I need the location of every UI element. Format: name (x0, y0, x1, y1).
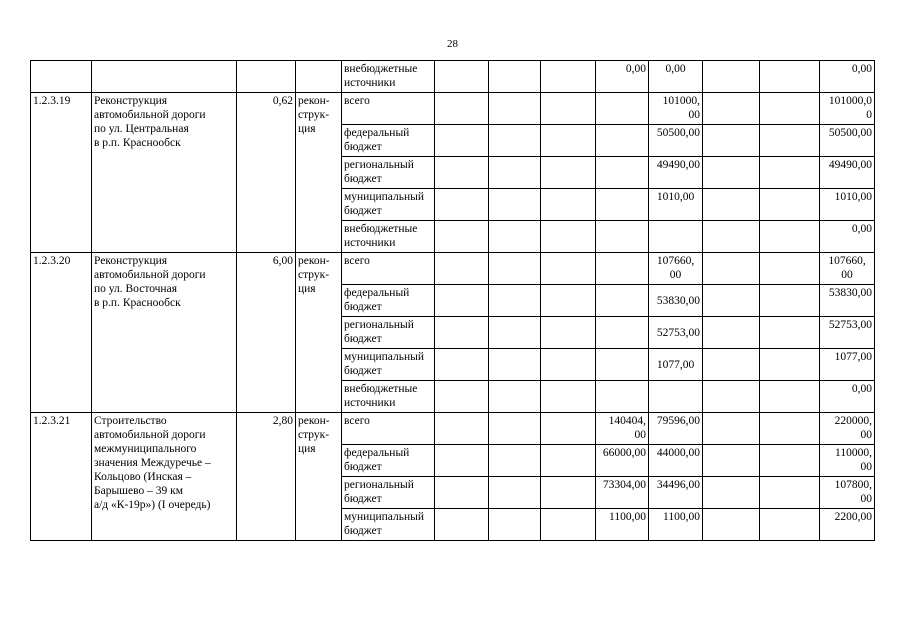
value-cell: 1100,00 (649, 509, 703, 541)
value-cell (703, 349, 760, 381)
total-cell: 107660, 00 (820, 253, 875, 285)
page-number: 28 (447, 38, 458, 50)
value-cell (760, 285, 820, 317)
funding-source: федеральный бюджет (342, 285, 435, 317)
value-cell (760, 221, 820, 253)
value-cell (541, 93, 596, 125)
value-cell (596, 221, 649, 253)
value-cell (435, 317, 489, 349)
value-cell (760, 477, 820, 509)
road-length: 2,80 (237, 413, 296, 541)
value-cell (760, 317, 820, 349)
work-type (296, 61, 342, 93)
value-cell: 1077,00 (649, 349, 703, 381)
funding-source: региональный бюджет (342, 477, 435, 509)
value-cell (649, 381, 703, 413)
value-cell (541, 285, 596, 317)
value-cell (703, 413, 760, 445)
value-cell (541, 61, 596, 93)
value-cell: 0,00 (596, 61, 649, 93)
value-cell (703, 477, 760, 509)
value-cell (703, 61, 760, 93)
work-type: рекон- струк- ция (296, 253, 342, 413)
row-code: 1.2.3.21 (31, 413, 92, 541)
value-cell (703, 93, 760, 125)
value-cell (435, 253, 489, 285)
value-cell (541, 381, 596, 413)
table-row (31, 253, 875, 285)
value-cell (435, 189, 489, 221)
value-cell (703, 253, 760, 285)
total-cell: 49490,00 (820, 157, 875, 189)
funding-source: всего (342, 253, 435, 285)
value-cell (541, 509, 596, 541)
object-name: Реконструкция автомобильной дороги по ул. Центральная в р.п. Краснообск (92, 93, 237, 253)
value-cell: 66000,00 (596, 445, 649, 477)
value-cell (703, 189, 760, 221)
total-cell: 220000, 00 (820, 413, 875, 445)
value-cell (703, 509, 760, 541)
road-length (237, 61, 296, 93)
value-cell (760, 413, 820, 445)
funding-source: всего (342, 413, 435, 445)
value-cell (760, 157, 820, 189)
value-cell (596, 349, 649, 381)
total-cell: 50500,00 (820, 125, 875, 157)
value-cell (596, 93, 649, 125)
funding-source: внебюджетные источники (342, 61, 435, 93)
value-cell: 1010,00 (649, 189, 703, 221)
value-cell: 53830,00 (649, 285, 703, 317)
value-cell (435, 125, 489, 157)
value-cell (489, 61, 541, 93)
value-cell (541, 477, 596, 509)
value-cell (435, 285, 489, 317)
funding-table (30, 60, 875, 541)
value-cell (541, 349, 596, 381)
value-cell (489, 477, 541, 509)
funding-source: федеральный бюджет (342, 125, 435, 157)
value-cell (596, 125, 649, 157)
total-cell: 0,00 (820, 221, 875, 253)
total-cell: 0,00 (820, 381, 875, 413)
funding-source: региональный бюджет (342, 317, 435, 349)
value-cell (760, 125, 820, 157)
value-cell: 73304,00 (596, 477, 649, 509)
value-cell (760, 509, 820, 541)
total-cell: 53830,00 (820, 285, 875, 317)
value-cell (489, 445, 541, 477)
value-cell (541, 189, 596, 221)
value-cell (541, 253, 596, 285)
value-cell (489, 413, 541, 445)
value-cell (596, 317, 649, 349)
work-type: рекон- струк- ция (296, 93, 342, 253)
total-cell: 0,00 (820, 61, 875, 93)
value-cell (541, 157, 596, 189)
total-cell: 1077,00 (820, 349, 875, 381)
value-cell (489, 221, 541, 253)
funding-source: всего (342, 93, 435, 125)
value-cell: 34496,00 (649, 477, 703, 509)
value-cell: 50500,00 (649, 125, 703, 157)
value-cell (489, 381, 541, 413)
value-cell (489, 349, 541, 381)
funding-source: региональный бюджет (342, 157, 435, 189)
road-length: 0,62 (237, 93, 296, 253)
value-cell (760, 93, 820, 125)
value-cell (596, 381, 649, 413)
value-cell (489, 509, 541, 541)
value-cell (760, 445, 820, 477)
road-length: 6,00 (237, 253, 296, 413)
value-cell (435, 477, 489, 509)
value-cell (649, 221, 703, 253)
value-cell (703, 285, 760, 317)
funding-source: федеральный бюджет (342, 445, 435, 477)
value-cell: 44000,00 (649, 445, 703, 477)
object-name (92, 61, 237, 93)
table-body (31, 61, 875, 541)
value-cell (541, 125, 596, 157)
total-cell: 52753,00 (820, 317, 875, 349)
value-cell: 52753,00 (649, 317, 703, 349)
funding-source: муниципальный бюджет (342, 349, 435, 381)
value-cell: 140404, 00 (596, 413, 649, 445)
value-cell (489, 157, 541, 189)
work-type: рекон- струк- ция (296, 413, 342, 541)
funding-source: муниципальный бюджет (342, 509, 435, 541)
value-cell (435, 61, 489, 93)
total-cell: 1010,00 (820, 189, 875, 221)
value-cell (596, 253, 649, 285)
value-cell (760, 381, 820, 413)
value-cell (703, 381, 760, 413)
funding-source: муниципальный бюджет (342, 189, 435, 221)
value-cell (435, 381, 489, 413)
value-cell (435, 509, 489, 541)
value-cell (541, 221, 596, 253)
value-cell (541, 413, 596, 445)
total-cell: 2200,00 (820, 509, 875, 541)
value-cell (435, 221, 489, 253)
value-cell (489, 93, 541, 125)
object-name: Строительство автомобильной дороги межмуниципального значения Междуречье – Кольцово (Инская – Барышево – 39 км а/д «К-19р») (I очередь) (92, 413, 237, 541)
value-cell: 49490,00 (649, 157, 703, 189)
value-cell (703, 317, 760, 349)
value-cell (596, 189, 649, 221)
value-cell (541, 317, 596, 349)
value-cell (760, 61, 820, 93)
table-row (31, 413, 875, 445)
value-cell: 0,00 (649, 61, 703, 93)
value-cell (596, 285, 649, 317)
value-cell (489, 285, 541, 317)
funding-source: внебюджетные источники (342, 221, 435, 253)
value-cell (489, 125, 541, 157)
value-cell (703, 125, 760, 157)
value-cell (435, 413, 489, 445)
value-cell (760, 253, 820, 285)
value-cell (703, 221, 760, 253)
value-cell (703, 157, 760, 189)
value-cell (489, 253, 541, 285)
value-cell: 101000, 00 (649, 93, 703, 125)
total-cell: 101000,0 0 (820, 93, 875, 125)
row-code: 1.2.3.19 (31, 93, 92, 253)
row-code: 1.2.3.20 (31, 253, 92, 413)
value-cell (489, 189, 541, 221)
value-cell (435, 349, 489, 381)
value-cell (489, 317, 541, 349)
value-cell: 1100,00 (596, 509, 649, 541)
funding-source: внебюджетные источники (342, 381, 435, 413)
total-cell: 107800, 00 (820, 477, 875, 509)
value-cell (435, 157, 489, 189)
value-cell (596, 157, 649, 189)
value-cell (435, 445, 489, 477)
value-cell (760, 349, 820, 381)
value-cell: 79596,00 (649, 413, 703, 445)
table-row (31, 93, 875, 125)
table-row (31, 61, 875, 93)
value-cell: 107660, 00 (649, 253, 703, 285)
value-cell (703, 445, 760, 477)
value-cell (760, 189, 820, 221)
total-cell: 110000, 00 (820, 445, 875, 477)
row-code (31, 61, 92, 93)
object-name: Реконструкция автомобильной дороги по ул. Восточная в р.п. Краснообск (92, 253, 237, 413)
value-cell (435, 93, 489, 125)
value-cell (541, 445, 596, 477)
